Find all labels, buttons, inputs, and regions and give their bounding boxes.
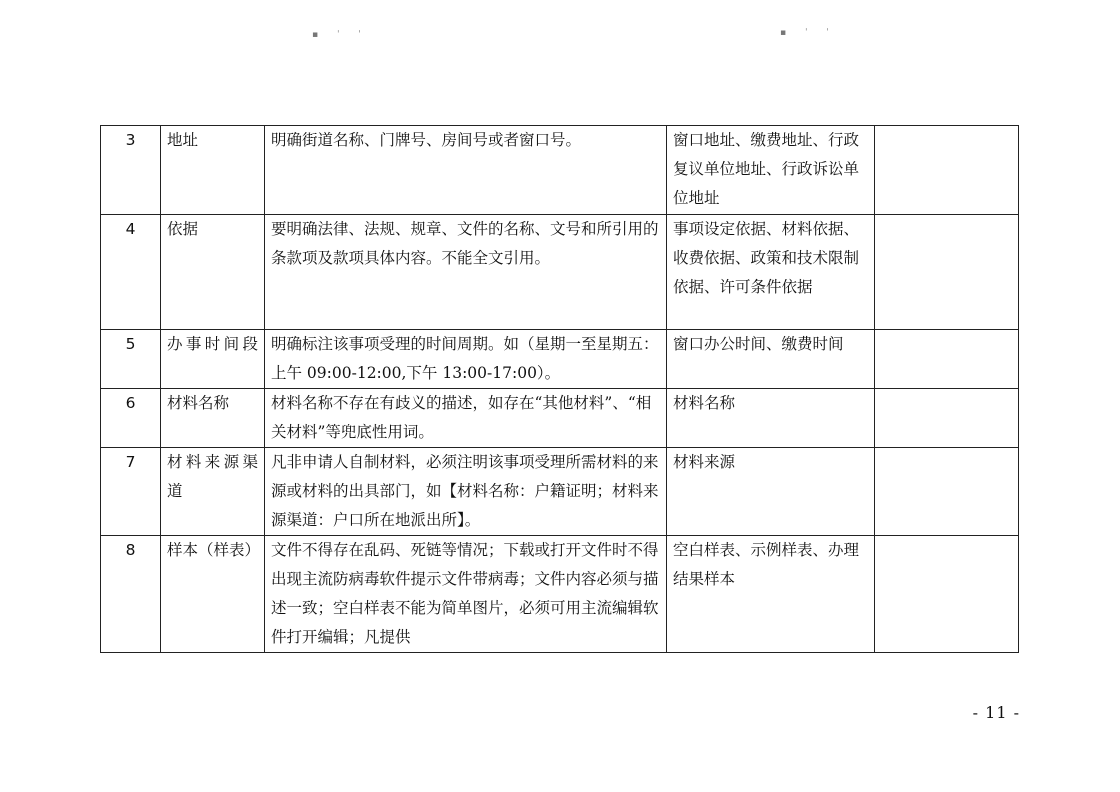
related-fields: 窗口地址、缴费地址、行政复议单位地址、行政诉讼单位地址 (667, 126, 875, 215)
table-row (101, 448, 1019, 536)
note-cell (875, 536, 1019, 653)
scan-mark-right: ▪ ˈ ˈ (780, 28, 837, 38)
table-row (101, 215, 1019, 330)
related-fields: 空白样表、示例样表、办理结果样本 (667, 536, 875, 653)
requirement-text: 明确标注该事项受理的时间周期。如（星期一至星期五：上午 09:00-12:00,下午 13:00-17:00）。 (265, 330, 667, 389)
related-fields: 事项设定依据、材料依据、收费依据、政策和技术限制依据、许可条件依据 (667, 215, 875, 330)
note-cell (875, 330, 1019, 389)
table-row (101, 536, 1019, 653)
row-number: 4 (101, 215, 161, 330)
item-name: 依据 (161, 215, 265, 330)
table-row (101, 126, 1019, 215)
item-name: 地址 (161, 126, 265, 215)
scan-mark-left: ▪ ˈ ˈ (312, 30, 369, 40)
note-cell (875, 126, 1019, 215)
item-name: 办事时间段 (161, 330, 265, 389)
related-fields: 材料名称 (667, 389, 875, 448)
related-fields: 材料来源 (667, 448, 875, 536)
requirement-text: 凡非申请人自制材料，必须注明该事项受理所需材料的来源或材料的出具部门，如【材料名称：户籍证明；材料来源渠道：户口所在地派出所】。 (265, 448, 667, 536)
row-number: 5 (101, 330, 161, 389)
related-fields: 窗口办公时间、缴费时间 (667, 330, 875, 389)
requirement-text: 要明确法律、法规、规章、文件的名称、文号和所引用的条款项及款项具体内容。不能全文引用。 (265, 215, 667, 330)
note-cell (875, 448, 1019, 536)
row-number: 7 (101, 448, 161, 536)
row-number: 3 (101, 126, 161, 215)
note-cell (875, 215, 1019, 330)
item-name: 材料名称 (161, 389, 265, 448)
requirement-text: 材料名称不存在有歧义的描述，如存在“其他材料”、“相关材料”等兜底性用词。 (265, 389, 667, 448)
row-number: 6 (101, 389, 161, 448)
requirement-text: 文件不得存在乱码、死链等情况；下载或打开文件时不得出现主流防病毒软件提示文件带病毒；文件内容必须与描述一致；空白样表不能为简单图片，必须可用主流编辑软件打开编辑；凡提供 (265, 536, 667, 653)
requirement-text: 明确街道名称、门牌号、房间号或者窗口号。 (265, 126, 667, 215)
item-name: 样本（样表） (161, 536, 265, 653)
page-number: - 11 - (972, 703, 1020, 722)
note-cell (875, 389, 1019, 448)
requirements-table (100, 125, 1019, 653)
table-row (101, 330, 1019, 389)
table-row (101, 389, 1019, 448)
row-number: 8 (101, 536, 161, 653)
item-name: 材料来源渠道 (161, 448, 265, 536)
